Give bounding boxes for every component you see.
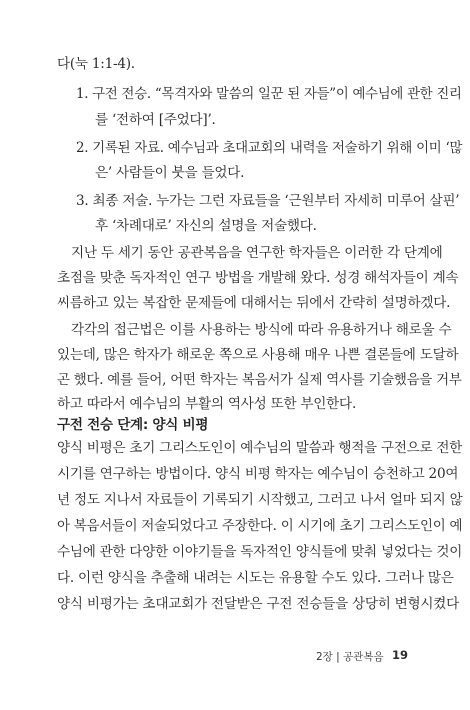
paragraph-3-line-5: 수님에 관한 다양한 이야기들을 독자적인 양식들에 맞춰 넣었다는 것이 [57, 544, 463, 560]
running-footer-chapter: 2장 | 공관복음 [316, 651, 384, 663]
page-number: 19 [392, 648, 409, 662]
paragraph-3-line-2: 시기를 연구하는 방법이다. 양식 비평 학자는 예수님이 승천하고 20여 [57, 466, 459, 482]
paragraph-3-line-6: 다. 이런 양식을 추출해 내려는 시도는 유용할 수도 있다. 그러나 많은 [57, 570, 454, 586]
paragraph-2-line-4: 하고 따라서 예수님의 부활의 역사성 또한 부인한다. [57, 396, 357, 412]
list-item-1-line-2: 를 ‘전하여 [주었다]’. [95, 112, 216, 128]
paragraph-3-line-3: 년 정도 지나서 자료들이 기록되기 시작했고, 그러고 나서 얼마 되지 않 [57, 492, 463, 508]
list-item-1-line-1: 1. 구전 전승. “목격자와 말씀의 일꾼 된 자들”이 예수님에 관한 진리 [76, 86, 462, 102]
section-heading: 구전 전승 단계: 양식 비평 [57, 417, 209, 433]
paragraph-1-line-1: 지난 두 세기 동안 공관복음을 연구한 학자들은 이러한 각 단계에 [71, 245, 443, 261]
list-item-3-line-1: 3. 최종 저술. 누가는 그런 자료들을 ‘근원부터 자세히 미루어 살핀’ [76, 193, 460, 209]
paragraph-1-line-3: 씨름하고 있는 복잡한 문제들에 대해서는 뒤에서 간략히 설명하겠다. [57, 295, 451, 311]
list-item-3-line-2: 후 ‘차례대로’ 자신의 설명을 저술했다. [95, 218, 317, 234]
paragraph-3-line-4: 아 복음서들이 저술되었다고 주장한다. 이 시기에 초기 그리스도인이 예 [57, 518, 463, 534]
paragraph-3-line-1: 양식 비평은 초기 그리스도인이 예수님의 말씀과 행적을 구전으로 전한 [57, 440, 463, 456]
paragraph-2-line-1: 각각의 접근법은 이를 사용하는 방식에 따라 유용하거나 해로울 수 [71, 322, 452, 338]
list-item-2-line-1: 2. 기록된 자료. 예수님과 초대교회의 내력을 저술하기 위해 이미 ‘많 [76, 140, 463, 156]
paragraph-2-line-3: 곤 했다. 예를 들어, 어떤 학자는 복음서가 실제 역사를 기술했음을 거부 [57, 372, 462, 388]
paragraph-1-line-2: 초점을 맞춘 독자적인 연구 방법을 개발해 왔다. 성경 해석자들이 계속 [57, 270, 459, 286]
list-item-2-line-2: 은’ 사람들이 붓을 들었다. [95, 165, 245, 181]
paragraph-2-line-2: 있는데, 많은 학자가 해로운 쪽으로 사용해 매우 나쁜 결론들에 도달하 [57, 347, 459, 363]
text-line-01: 다(눅 1:1-4). [57, 56, 135, 72]
paragraph-3-line-7: 양식 비평가는 초대교회가 전달받은 구전 전승들을 상당히 변형시켰다 [57, 596, 460, 612]
